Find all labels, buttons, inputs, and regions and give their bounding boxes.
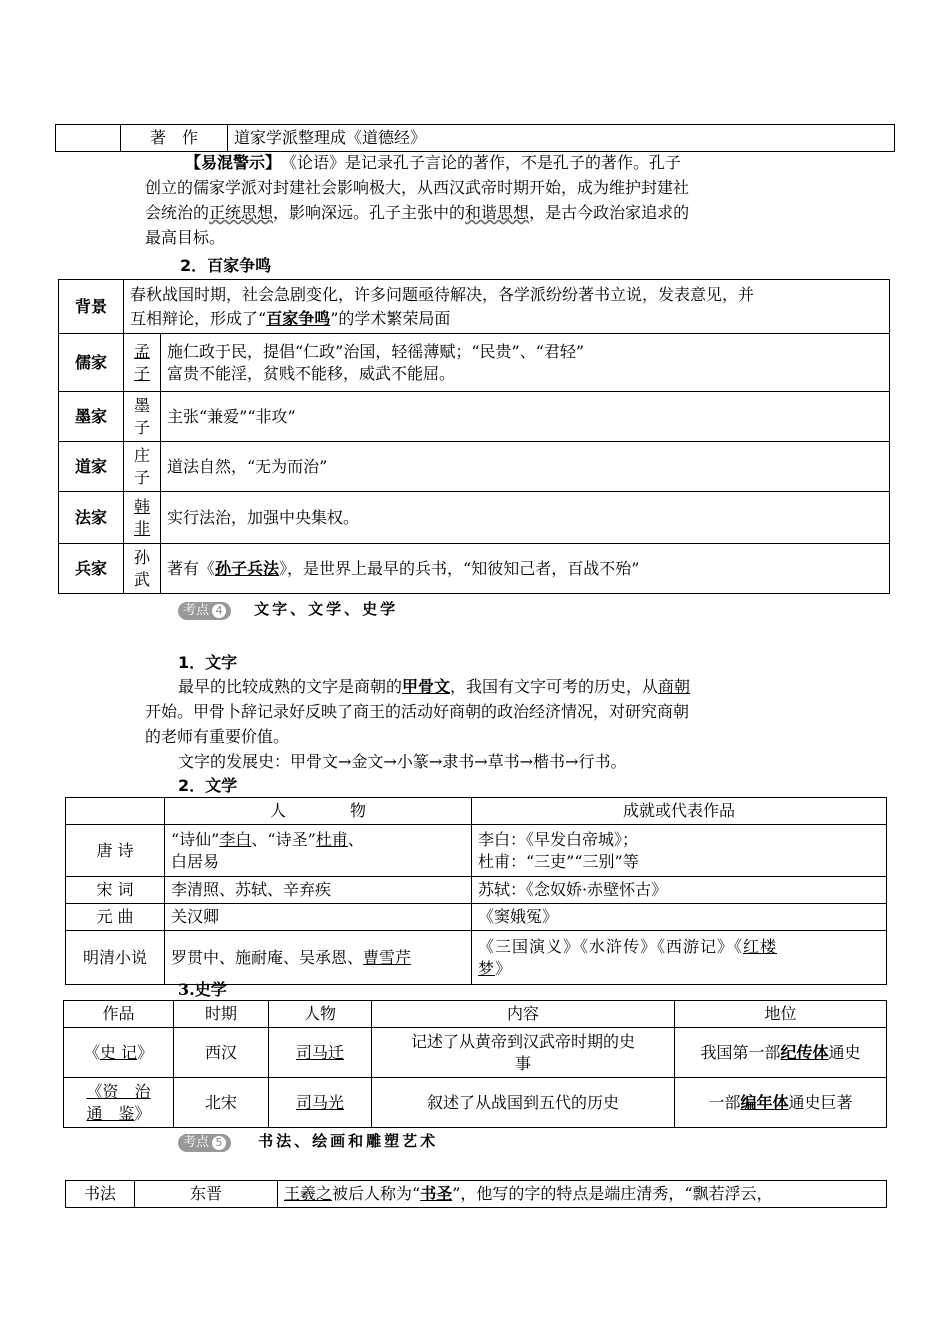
school-row-bing [59, 544, 890, 594]
lit-genre: 明清小说 [66, 931, 165, 985]
school-name: 兵家 [59, 544, 124, 594]
warning-paragraph [145, 150, 815, 250]
bg-label: 背景 [59, 280, 124, 334]
hist-header: 人物 [269, 1001, 372, 1028]
literature-table [65, 797, 887, 985]
top-table-empty-cell [56, 125, 121, 152]
kaodian-badge: 考点 4 [178, 602, 231, 620]
top-table-label: 著 作 [121, 125, 228, 152]
school-person: 韩 非 [124, 492, 161, 544]
hist-status: 我国第一部纪传体通史 [675, 1028, 887, 1078]
kaodian-4-title: 文字、文学、史学 [254, 600, 399, 618]
hist-person: 司马光 [269, 1078, 372, 1128]
school-row-ru [59, 334, 890, 392]
hist-header: 作品 [64, 1001, 174, 1028]
lit-genre: 唐 诗 [66, 825, 165, 877]
warning-line-1: 《论语》是记录孔子言论的著作，不是孔子的著作。孔子 [273, 153, 682, 172]
hist-content: 记述了从黄帝到汉武帝时期的史 事 [372, 1028, 675, 1078]
school-person: 庄 子 [124, 442, 161, 492]
lit-genre: 宋 词 [66, 877, 165, 904]
hist-header: 内容 [372, 1001, 675, 1028]
school-doctrine: 实行法治，加强中央集权。 [161, 492, 890, 544]
warning-line-2: 创立的儒家学派对封建社会影响极大，从西汉武帝时期开始，成为维护封建社 [145, 178, 690, 197]
literature-title: 2．文学 [178, 776, 238, 795]
bg-text: 春秋战国时期，社会急剧变化，许多问题亟待解决，各学派纷纷著书立说，发表意见，并 互相辩论，形成了“百家争鸣”的学术繁荣局面 [124, 280, 890, 334]
lit-works: 苏轼：《念奴娇·赤壁怀古》 [472, 877, 887, 904]
lit-works: 李白：《早发白帝城》； 杜甫：“三吏”“三别”等 [472, 825, 887, 877]
writing-title: 1．文字 [178, 653, 238, 672]
school-name: 道家 [59, 442, 124, 492]
school-person: 孙 武 [124, 544, 161, 594]
lit-works: 《窦娥冤》 [472, 904, 887, 931]
hist-work: 《史 记》 [64, 1028, 174, 1078]
school-doctrine: 施仁政于民，提倡“仁政”治国，轻徭薄赋；“民贵”、“君轻” 富贵不能淫，贫贱不能移，威武不能屈。 [161, 334, 890, 392]
hist-period: 北宋 [174, 1078, 269, 1128]
kaodian-5-title: 书法、绘画和雕塑艺术 [258, 1132, 439, 1150]
kaodian-4-header [178, 598, 398, 620]
school-person: 墨 子 [124, 392, 161, 442]
hist-header: 时期 [174, 1001, 269, 1028]
school-name: 墨家 [59, 392, 124, 442]
art-label: 书法 [66, 1181, 135, 1208]
art-table [65, 1180, 887, 1208]
warning-line-3: 会统治的正统思想，影响深远。孔子主张中的和谐思想，是古今政治家追求的 [145, 203, 690, 222]
history-table [63, 1000, 887, 1128]
school-name: 儒家 [59, 334, 124, 392]
lit-people: 关汉卿 [165, 904, 472, 931]
lit-people: “诗仙”李白、“诗圣”杜甫、 白居易 [165, 825, 472, 877]
kaodian-5-header [178, 1130, 438, 1152]
hist-content: 叙述了从战国到五代的历史 [372, 1078, 675, 1128]
history-title: 3.史学 [178, 980, 227, 999]
school-doctrine: 著有《孙子兵法》，是世界上最早的兵书，“知彼知己者，百战不殆” [161, 544, 890, 594]
art-period: 东晋 [135, 1181, 278, 1208]
schools-table [58, 279, 890, 594]
section-2-title: 2．百家争鸣 [180, 256, 272, 275]
school-name: 法家 [59, 492, 124, 544]
school-doctrine: 道法自然，“无为而治” [161, 442, 890, 492]
art-content: 王羲之被后人称为“书圣”，他写的字的特点是端庄清秀，“飘若浮云， [278, 1181, 887, 1208]
top-table [55, 124, 895, 152]
kaodian-badge: 考点 5 [178, 1134, 231, 1152]
hist-status: 一部编年体通史巨著 [675, 1078, 887, 1128]
top-table-content: 道家学派整理成《道德经》 [228, 125, 895, 152]
lit-people: 李清照、苏轼、辛弃疾 [165, 877, 472, 904]
hist-header: 地位 [675, 1001, 887, 1028]
school-person: 孟 子 [124, 334, 161, 392]
lit-people: 罗贯中、施耐庵、吴承恩、曹雪芹 [165, 931, 472, 985]
lit-header-works: 成就或代表作品 [472, 798, 887, 825]
school-doctrine: 主张“兼爱”“非攻” [161, 392, 890, 442]
lit-genre: 元 曲 [66, 904, 165, 931]
hist-person: 司马迁 [269, 1028, 372, 1078]
school-row-fa [59, 492, 890, 544]
lit-works: 《三国演义》《水浒传》《西游记》《红楼 梦》 [472, 931, 887, 985]
lit-header-empty [66, 798, 165, 825]
warning-line-4: 最高目标。 [145, 228, 226, 247]
hist-work: 《资 治 通 鉴》 [64, 1078, 174, 1128]
lit-header-people: 人 物 [165, 798, 472, 825]
warning-tag: 【易混警示】 [185, 153, 274, 172]
hist-period: 西汉 [174, 1028, 269, 1078]
school-row-dao [59, 442, 890, 492]
writing-paragraph: 最早的比较成熟的文字是商朝的甲骨文，我国有文字可考的历史，从商朝 开始。甲骨卜辞记录好反映了商王的活动好商朝的政治经济情况，对研究商朝 的老师有重要价值。 文字的发展史：甲骨文→金文→小篆→隶书→草书→楷书→行书。 [145, 677, 691, 771]
school-row-mo [59, 392, 890, 442]
